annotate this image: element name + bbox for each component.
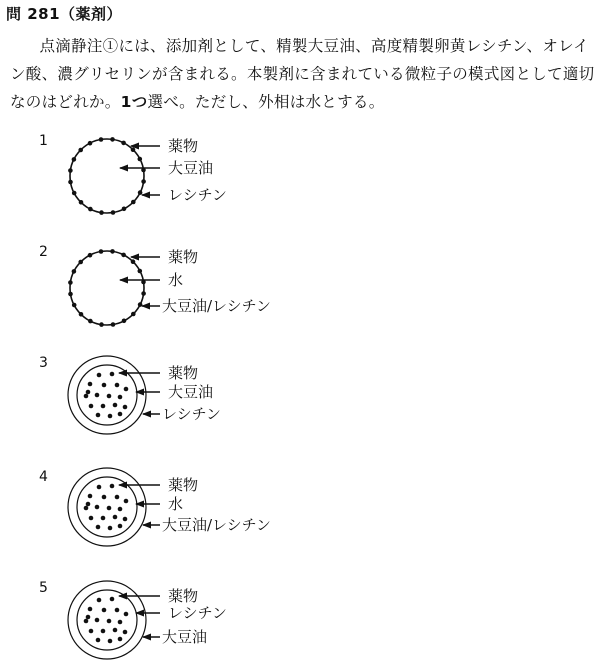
option-3-drug-dot <box>118 395 123 400</box>
option-2-drug-dot <box>88 253 93 258</box>
option-1-drug-dot <box>131 200 136 205</box>
option-2-drug-dot <box>131 259 136 264</box>
option-3-drug-dot <box>118 412 123 417</box>
option-3-drug-dot <box>124 387 129 392</box>
option-5-drug-dot <box>86 615 91 620</box>
option-5-drug-dots <box>84 597 129 644</box>
option-3-drug-dot <box>113 403 118 408</box>
option-1-label-shell: レシチン <box>168 186 227 204</box>
option-4-drug-dot <box>84 506 89 511</box>
option-5-number: 5 <box>39 580 48 596</box>
option-3-diagram <box>68 356 160 434</box>
option-1-drug-dot <box>138 190 143 195</box>
option-2-drug-dots <box>68 249 146 327</box>
option-5-drug-dot <box>108 639 113 644</box>
option-2-drug-dot <box>99 249 104 254</box>
option-2-drug-dot <box>88 319 93 324</box>
option-2-drug-dot <box>122 319 127 324</box>
option-1-label-drug: 薬物 <box>168 137 199 155</box>
option-4-label-core: 水 <box>168 495 184 513</box>
option-4-drug-dot <box>107 506 112 511</box>
option-2-drug-dot <box>131 312 136 317</box>
question-title: 問 281（薬剤） <box>6 5 123 23</box>
option-2-number: 2 <box>39 244 48 260</box>
option-2-drug-dot <box>79 312 84 317</box>
option-1-drug-dot <box>121 141 126 146</box>
option-3-drug-dot <box>123 405 128 410</box>
option-1-drug-dot <box>110 137 115 142</box>
option-3-drug-dot <box>115 383 120 388</box>
option-2-drug-dot <box>111 322 116 327</box>
option-1-drug-dot <box>141 179 146 184</box>
option-4-drug-dot <box>118 507 123 512</box>
option-5-label-drug: 薬物 <box>168 587 199 605</box>
option-4-number: 4 <box>39 469 48 485</box>
option-2-drug-dot <box>72 269 77 274</box>
option-2-drug-dot <box>78 260 83 265</box>
option-4-drug-dot <box>102 495 107 500</box>
option-4-label-shell: 大豆油/レシチン <box>162 516 271 534</box>
option-4-diagram <box>68 468 160 546</box>
option-3-drug-dot <box>88 382 93 387</box>
option-5-label-shell: 大豆油 <box>162 628 208 646</box>
option-3-drug-dot <box>110 372 115 377</box>
option-4-drug-dot <box>101 516 106 521</box>
option-1-number: 1 <box>39 133 48 149</box>
option-4-label-drug: 薬物 <box>168 476 199 494</box>
option-3-drug-dot <box>96 413 101 418</box>
option-5-drug-dot <box>118 637 123 642</box>
option-4-drug-dot <box>108 526 113 531</box>
option-5-drug-dot <box>96 638 101 643</box>
stem-emphasis: 1つ <box>120 93 148 111</box>
option-5-diagram <box>68 581 160 659</box>
option-3-label-core: 大豆油 <box>168 383 214 401</box>
option-5-drug-dot <box>95 618 100 623</box>
option-1-drug-dot <box>111 210 116 215</box>
option-5-drug-dot <box>101 629 106 634</box>
stem-text-1: 点滴静注①には、添加剤として、精製大豆油、高度精製卵黄レシチン、オレイン酸、濃グリセリンが含まれる。本製剤に含まれている微粒子の模式図として適切なのはどれか。 <box>10 37 595 111</box>
option-3-drug-dots <box>84 372 129 419</box>
option-5-drug-dot <box>89 629 94 634</box>
option-1-drug-dot <box>68 168 73 173</box>
option-2-drug-dot <box>110 249 115 254</box>
option-4-drug-dot <box>124 499 129 504</box>
option-5-drug-dot <box>97 598 102 603</box>
option-1-drug-dot <box>131 147 136 152</box>
option-5-drug-dot <box>102 608 107 613</box>
option-3-drug-dot <box>102 383 107 388</box>
option-1-diagram <box>68 137 160 215</box>
option-4-drug-dot <box>115 495 120 500</box>
option-2-drug-dot <box>138 302 143 307</box>
option-4-drug-dot <box>118 524 123 529</box>
option-1-drug-dot <box>72 157 77 162</box>
option-5-drug-dot <box>88 607 93 612</box>
option-5-drug-dot <box>110 597 115 602</box>
option-1-drug-dot <box>78 148 83 153</box>
option-2-diagram <box>68 249 160 327</box>
option-1-drug-dot <box>72 191 77 196</box>
option-4-drug-dot <box>86 502 91 507</box>
option-4-drug-dot <box>123 517 128 522</box>
option-5-label-core: レシチン <box>168 604 227 622</box>
option-2-drug-dot <box>72 303 77 308</box>
option-5-drug-dot <box>107 619 112 624</box>
option-1-drug-dot <box>68 180 73 185</box>
option-5-drug-dot <box>115 608 120 613</box>
option-4-drug-dot <box>110 484 115 489</box>
option-3-drug-dot <box>95 393 100 398</box>
option-3-label-drug: 薬物 <box>168 364 199 382</box>
option-5-drug-dot <box>113 628 118 633</box>
option-1-drug-dots <box>68 137 146 215</box>
option-4-drug-dot <box>97 485 102 490</box>
option-3-label-shell: レシチン <box>162 405 221 423</box>
option-5-drug-dot <box>124 612 129 617</box>
option-2-label-drug: 薬物 <box>168 248 199 266</box>
option-3-drug-dot <box>107 394 112 399</box>
option-4-drug-dots <box>84 484 129 531</box>
option-2-drug-dot <box>99 322 104 327</box>
option-3-drug-dot <box>86 390 91 395</box>
option-1-drug-dot <box>88 207 93 212</box>
option-4-drug-dot <box>89 516 94 521</box>
option-2-drug-dot <box>121 253 126 258</box>
option-5-drug-dot <box>123 630 128 635</box>
option-2-drug-dot <box>68 280 73 285</box>
option-3-drug-dot <box>84 394 89 399</box>
option-2-drug-dot <box>68 292 73 297</box>
option-2-drug-dot <box>141 291 146 296</box>
option-3-number: 3 <box>39 355 48 371</box>
option-4-drug-dot <box>96 525 101 530</box>
option-1-label-core: 大豆油 <box>168 159 214 177</box>
option-1-drug-dot <box>99 210 104 215</box>
option-1-drug-dot <box>99 137 104 142</box>
option-2-drug-dot <box>138 269 143 274</box>
option-3-drug-dot <box>97 373 102 378</box>
option-3-drug-dot <box>108 414 113 419</box>
option-4-drug-dot <box>113 515 118 520</box>
stem-text-2: 選べ。ただし、外相は水とする。 <box>147 93 385 111</box>
option-2-label-shell: 大豆油/レシチン <box>162 297 271 315</box>
option-1-drug-dot <box>79 200 84 205</box>
option-5-drug-dot <box>118 620 123 625</box>
option-4-drug-dot <box>95 505 100 510</box>
option-2-label-core: 水 <box>168 271 184 289</box>
option-1-drug-dot <box>88 141 93 146</box>
option-1-drug-dot <box>138 157 143 162</box>
option-3-drug-dot <box>89 404 94 409</box>
option-3-drug-dot <box>101 404 106 409</box>
option-5-drug-dot <box>84 619 89 624</box>
option-4-drug-dot <box>88 494 93 499</box>
option-1-drug-dot <box>122 207 127 212</box>
